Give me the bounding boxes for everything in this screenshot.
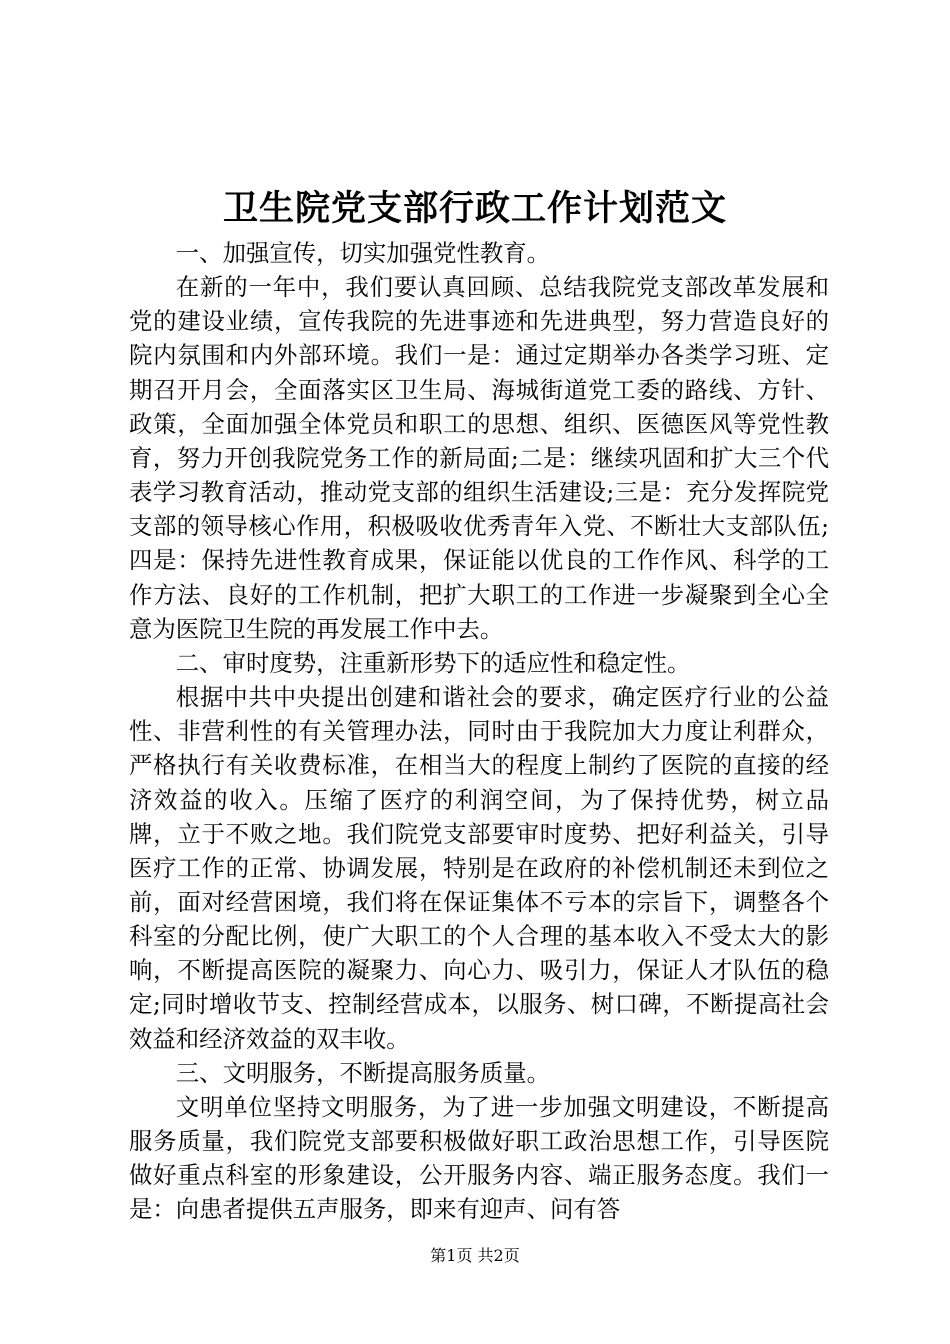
document-title: 卫生院党支部行政工作计划范文	[222, 188, 727, 229]
section-heading-1: 一、加强宣传，切实加强党性教育。	[175, 239, 551, 267]
section-heading-2: 二、审时度势，注重新形势下的适应性和稳定性。	[175, 648, 691, 677]
section-paragraph-3: 文明单位坚持文明服务，为了进一步加强文明建设，不断提高服务质量，我们院党支部要积极做好职工政治思想工作，引导医院做好重点科室的形象建设，公开服务内容、端正服务态度。我们一是：向患者提供五声服务，即来有迎声、问有答	[129, 1092, 829, 1224]
section-heading-3: 三、文明服务，不断提高服务质量。	[175, 1058, 551, 1087]
document-body	[129, 236, 829, 1227]
section-paragraph-2: 根据中共中央提出创建和谐社会的要求，确定医疗行业的公益性、非营利性的有关管理办法，同时由于我院加大力度让利群众，严格执行有关收费标准，在相当大的程度上制约了医院的直接的经济效益的收入。压缩了医疗的利润空间，为了保持优势，树立品牌，立于不败之地。我们院党支部要审时度势、把好利益关，引导医疗工作的正常、协调发展，特别是在政府的补偿机制还未到位之前，面对经营困境，我们将在保证集体不亏本的宗旨下，调整各个科室的分配比例，使广大职工的个人合理的基本收入不受太大的影响，不断提高医院的凝聚力、向心力、吸引力，保证人才队伍的稳定;同时增收节支、控制经营成本，以服务、树口碑，不断提高社会效益和经济效益的双丰收。	[129, 683, 829, 1053]
section-paragraph-1: 在新的一年中，我们要认真回顾、总结我院党支部改革发展和党的建设业绩，宣传我院的先进事迹和先进典型，努力营造良好的院内氛围和内外部环境。我们一是：通过定期举办各类学习班、定期召开月会，全面落实区卫生局、海城街道党工委的路线、方针、政策，全面加强全体党员和职工的思想、组织、医德医风等党性教育，努力开创我院党务工作的新局面;二是：继续巩固和扩大三个代表学习教育活动，推动党支部的组织生活建设;三是：充分发挥院党支部的领导核心作用，积极吸收优秀青年入党、不断壮大支部队伍;四是：保持先进性教育成果，保证能以优良的工作作风、科学的工作方法、良好的工作机制，把扩大职工的工作进一步凝聚到全心全意为医院卫生院的再发展工作中去。	[129, 273, 829, 643]
page-number-footer: 第1页 共2页	[430, 1246, 520, 1265]
